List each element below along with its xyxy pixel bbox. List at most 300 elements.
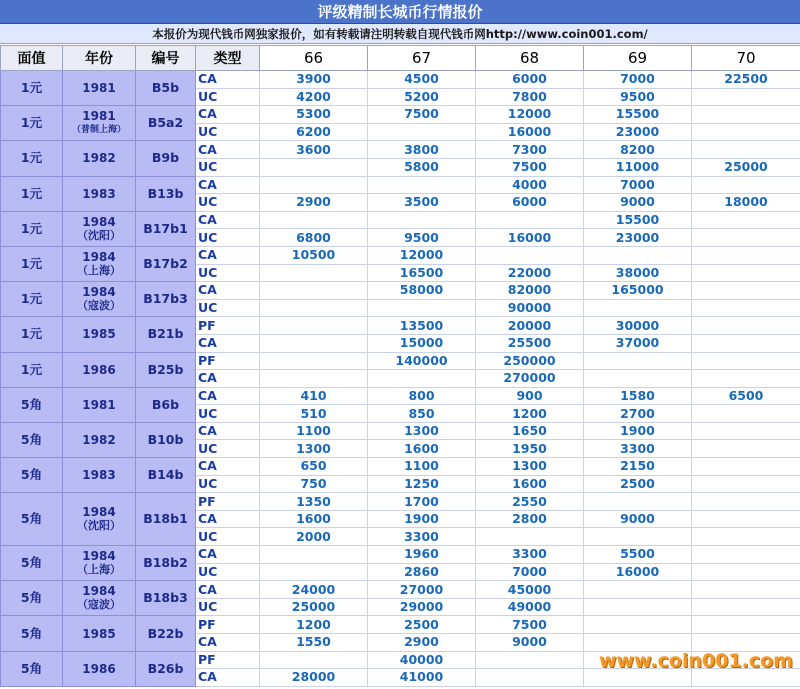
type-cell: CA [196, 510, 260, 528]
table-row [1, 458, 800, 476]
table-row [1, 546, 800, 564]
price-cell-grade-70 [692, 123, 800, 141]
price-cell-grade-70 [692, 493, 800, 511]
price-cell-grade-67: 2860 [368, 563, 476, 581]
catalog-code-cell: B10b [136, 422, 196, 457]
type-cell: CA [196, 634, 260, 652]
price-cell-grade-69 [584, 370, 692, 388]
year-cell [63, 651, 136, 686]
price-cell-grade-70 [692, 651, 800, 669]
price-cell-grade-66: 6200 [260, 123, 368, 141]
denomination-cell: 1元 [1, 282, 63, 317]
year-value: 1986 [82, 362, 116, 377]
header-year: 年份 [63, 46, 136, 71]
table-row [1, 282, 800, 300]
denomination-cell: 5角 [1, 387, 63, 422]
price-cell-grade-70: 6500 [692, 387, 800, 405]
price-cell-grade-68: 22000 [476, 264, 584, 282]
price-cell-grade-70 [692, 528, 800, 546]
price-cell-grade-67: 850 [368, 405, 476, 423]
price-cell-grade-66: 650 [260, 458, 368, 476]
price-cell-grade-70 [692, 141, 800, 159]
catalog-code-cell: B26b [136, 651, 196, 686]
catalog-code-cell: B5b [136, 71, 196, 106]
price-cell-grade-68: 1200 [476, 405, 584, 423]
price-cell-grade-70 [692, 669, 800, 687]
year-cell [63, 458, 136, 493]
price-cell-grade-70 [692, 334, 800, 352]
price-cell-grade-66: 4200 [260, 88, 368, 106]
table-row [1, 317, 800, 335]
denomination-cell: 1元 [1, 211, 63, 246]
price-cell-grade-70 [692, 246, 800, 264]
price-cell-grade-67: 1100 [368, 458, 476, 476]
type-cell: UC [196, 123, 260, 141]
price-cell-grade-70 [692, 598, 800, 616]
type-cell: PF [196, 616, 260, 634]
type-cell: PF [196, 352, 260, 370]
price-cell-grade-69: 16000 [584, 563, 692, 581]
year-cell [63, 246, 136, 281]
year-value: 1983 [82, 186, 116, 201]
price-cell-grade-66: 750 [260, 475, 368, 493]
price-cell-grade-67: 1900 [368, 510, 476, 528]
price-cell-grade-69 [584, 299, 692, 317]
type-cell: UC [196, 598, 260, 616]
price-cell-grade-69: 7000 [584, 176, 692, 194]
year-value: 1984 [82, 505, 116, 520]
year-value: 1984 [82, 584, 116, 599]
price-cell-grade-69: 3300 [584, 440, 692, 458]
price-cell-grade-66 [260, 176, 368, 194]
year-value: 1984 [82, 285, 116, 300]
price-cell-grade-67: 5200 [368, 88, 476, 106]
type-cell: UC [196, 229, 260, 247]
year-cell [63, 106, 136, 141]
price-cell-grade-68 [476, 246, 584, 264]
price-cell-grade-69: 23000 [584, 123, 692, 141]
year-cell [63, 546, 136, 581]
price-cell-grade-66 [260, 651, 368, 669]
price-cell-grade-66: 410 [260, 387, 368, 405]
denomination-cell: 1元 [1, 317, 63, 352]
price-cell-grade-66: 3600 [260, 141, 368, 159]
price-cell-grade-67 [368, 299, 476, 317]
price-cell-grade-67 [368, 211, 476, 229]
price-cell-grade-70: 25000 [692, 158, 800, 176]
price-cell-grade-68: 9000 [476, 634, 584, 652]
price-cell-grade-66: 3900 [260, 71, 368, 89]
catalog-code-cell: B13b [136, 176, 196, 211]
year-value: 1984 [82, 250, 116, 265]
year-cell [63, 176, 136, 211]
year-value: 1982 [82, 151, 116, 166]
price-cell-grade-66 [260, 158, 368, 176]
year-value: 1983 [82, 468, 116, 483]
catalog-code-cell: B18b2 [136, 546, 196, 581]
year-cell [63, 422, 136, 457]
price-cell-grade-70 [692, 616, 800, 634]
price-cell-grade-68: 49000 [476, 598, 584, 616]
table-row [1, 387, 800, 405]
year-value: 1982 [82, 432, 116, 447]
type-cell: UC [196, 194, 260, 212]
type-cell: UC [196, 264, 260, 282]
year-value: 1981 [82, 81, 116, 96]
price-cell-grade-67: 1300 [368, 422, 476, 440]
type-cell: UC [196, 299, 260, 317]
price-cell-grade-69 [584, 669, 692, 687]
header-grade-66: 66 [260, 46, 368, 71]
price-cell-grade-68 [476, 528, 584, 546]
type-cell: UC [196, 158, 260, 176]
price-cell-grade-66: 1300 [260, 440, 368, 458]
price-cell-grade-67: 140000 [368, 352, 476, 370]
price-cell-grade-69: 2700 [584, 405, 692, 423]
catalog-code-cell: B5a2 [136, 106, 196, 141]
price-cell-grade-69: 7000 [584, 71, 692, 89]
price-cell-grade-68: 7500 [476, 616, 584, 634]
price-cell-grade-70 [692, 229, 800, 247]
price-cell-grade-68: 7800 [476, 88, 584, 106]
catalog-code-cell: B25b [136, 352, 196, 387]
price-cell-grade-66 [260, 563, 368, 581]
price-cell-grade-68 [476, 211, 584, 229]
type-cell: UC [196, 528, 260, 546]
price-cell-grade-68: 4000 [476, 176, 584, 194]
price-cell-grade-67: 3500 [368, 194, 476, 212]
year-cell [63, 317, 136, 352]
year-value: 1981 [82, 397, 116, 412]
denomination-cell: 5角 [1, 458, 63, 493]
price-cell-grade-68: 270000 [476, 370, 584, 388]
price-cell-grade-70 [692, 475, 800, 493]
price-cell-grade-69: 38000 [584, 264, 692, 282]
price-cell-grade-69: 23000 [584, 229, 692, 247]
catalog-code-cell: B6b [136, 387, 196, 422]
price-cell-grade-70 [692, 299, 800, 317]
price-cell-grade-66: 510 [260, 405, 368, 423]
price-cell-grade-70 [692, 352, 800, 370]
price-cell-grade-69 [584, 581, 692, 599]
price-cell-grade-69 [584, 634, 692, 652]
type-cell: CA [196, 106, 260, 124]
table-row [1, 246, 800, 264]
price-cell-grade-68 [476, 669, 584, 687]
year-mint-note: （沈阳） [77, 228, 121, 242]
year-cell [63, 71, 136, 106]
price-cell-grade-68: 7000 [476, 563, 584, 581]
year-mint-note: （寇波） [77, 598, 121, 612]
type-cell: CA [196, 546, 260, 564]
table-row [1, 71, 800, 89]
catalog-code-cell: B17b3 [136, 282, 196, 317]
year-value: 1986 [82, 661, 116, 676]
price-cell-grade-69 [584, 246, 692, 264]
price-cell-grade-70: 18000 [692, 194, 800, 212]
price-cell-grade-67: 1600 [368, 440, 476, 458]
year-cell [63, 211, 136, 246]
type-cell: UC [196, 563, 260, 581]
price-cell-grade-69: 15500 [584, 106, 692, 124]
price-cell-grade-66 [260, 352, 368, 370]
year-cell [63, 493, 136, 546]
page-title: 评级精制长城币行情报价 [0, 0, 800, 24]
table-row [1, 493, 800, 511]
price-cell-grade-66: 10500 [260, 246, 368, 264]
price-cell-grade-69 [584, 528, 692, 546]
denomination-cell: 5角 [1, 616, 63, 651]
year-mint-note: （上海） [77, 264, 121, 278]
site-watermark: www.coin001.com [598, 650, 793, 672]
price-cell-grade-68: 900 [476, 387, 584, 405]
type-cell: CA [196, 211, 260, 229]
year-cell [63, 141, 136, 176]
header-grade-69: 69 [584, 46, 692, 71]
price-cell-grade-67: 7500 [368, 106, 476, 124]
price-cell-grade-67: 41000 [368, 669, 476, 687]
price-cell-grade-67: 3800 [368, 141, 476, 159]
price-cell-grade-68: 45000 [476, 581, 584, 599]
denomination-cell: 1元 [1, 176, 63, 211]
price-cell-grade-67: 9500 [368, 229, 476, 247]
year-cell [63, 387, 136, 422]
price-cell-grade-69: 165000 [584, 282, 692, 300]
price-cell-grade-68: 1650 [476, 422, 584, 440]
price-cell-grade-67: 800 [368, 387, 476, 405]
type-cell: CA [196, 581, 260, 599]
year-value: 1985 [82, 327, 116, 342]
table-row [1, 106, 800, 124]
type-cell: UC [196, 440, 260, 458]
price-cell-grade-70 [692, 370, 800, 388]
year-value: 1981 [82, 109, 116, 124]
price-cell-grade-68 [476, 651, 584, 669]
type-cell: UC [196, 405, 260, 423]
price-cell-grade-69: 1900 [584, 422, 692, 440]
price-cell-grade-68: 7500 [476, 158, 584, 176]
price-cell-grade-67: 29000 [368, 598, 476, 616]
price-cell-grade-67: 2500 [368, 616, 476, 634]
price-cell-grade-70: 22500 [692, 71, 800, 89]
type-cell: CA [196, 176, 260, 194]
price-cell-grade-69: 30000 [584, 317, 692, 335]
price-cell-grade-68: 6000 [476, 194, 584, 212]
price-cell-grade-67: 3300 [368, 528, 476, 546]
header-row [1, 46, 800, 71]
header-grade-68: 68 [476, 46, 584, 71]
year-mint-note: （寇波） [77, 299, 121, 313]
table-row [1, 176, 800, 194]
price-cell-grade-68: 1950 [476, 440, 584, 458]
price-cell-grade-70 [692, 581, 800, 599]
price-cell-grade-69 [584, 493, 692, 511]
price-cell-grade-66: 6800 [260, 229, 368, 247]
price-cell-grade-66: 5300 [260, 106, 368, 124]
year-mint-note: （普制上海） [71, 125, 126, 136]
table-row [1, 141, 800, 159]
table-row [1, 651, 800, 669]
price-cell-grade-67 [368, 176, 476, 194]
year-cell [63, 616, 136, 651]
price-cell-grade-66 [260, 264, 368, 282]
price-cell-grade-67: 15000 [368, 334, 476, 352]
price-cell-grade-66: 1200 [260, 616, 368, 634]
year-mint-note: （沈阳） [77, 519, 121, 533]
price-cell-grade-66 [260, 546, 368, 564]
denomination-cell: 1元 [1, 71, 63, 106]
price-cell-grade-70 [692, 458, 800, 476]
copyright-notice: 本报价为现代钱币网独家报价，如有转载请注明转载自现代钱币网http://www.coin001.com/ [0, 24, 800, 44]
denomination-cell: 1元 [1, 141, 63, 176]
price-cell-grade-67: 40000 [368, 651, 476, 669]
type-cell: CA [196, 669, 260, 687]
price-cell-grade-69: 1580 [584, 387, 692, 405]
price-cell-grade-67: 5800 [368, 158, 476, 176]
price-cell-grade-68: 16000 [476, 123, 584, 141]
catalog-code-cell: B21b [136, 317, 196, 352]
price-cell-grade-68: 12000 [476, 106, 584, 124]
price-cell-grade-67: 4500 [368, 71, 476, 89]
type-cell: CA [196, 141, 260, 159]
price-cell-grade-68: 25500 [476, 334, 584, 352]
price-cell-grade-69: 9000 [584, 510, 692, 528]
price-cell-grade-70 [692, 634, 800, 652]
price-cell-grade-66: 2000 [260, 528, 368, 546]
price-cell-grade-66 [260, 211, 368, 229]
year-value: 1984 [82, 549, 116, 564]
price-cell-grade-66 [260, 370, 368, 388]
header-grade-67: 67 [368, 46, 476, 71]
price-cell-grade-68: 3300 [476, 546, 584, 564]
price-cell-grade-69: 11000 [584, 158, 692, 176]
type-cell: CA [196, 422, 260, 440]
denomination-cell: 5角 [1, 651, 63, 686]
price-cell-grade-70 [692, 176, 800, 194]
price-cell-grade-68: 1300 [476, 458, 584, 476]
price-cell-grade-70 [692, 317, 800, 335]
type-cell: UC [196, 88, 260, 106]
price-cell-grade-66: 24000 [260, 581, 368, 599]
price-cell-grade-66: 2900 [260, 194, 368, 212]
price-cell-grade-66 [260, 334, 368, 352]
price-cell-grade-68: 2800 [476, 510, 584, 528]
price-cell-grade-69: 2150 [584, 458, 692, 476]
type-cell: CA [196, 387, 260, 405]
price-table-body [1, 71, 800, 687]
type-cell: CA [196, 334, 260, 352]
price-cell-grade-70 [692, 211, 800, 229]
type-cell: CA [196, 282, 260, 300]
price-cell-grade-70 [692, 282, 800, 300]
price-cell-grade-68: 82000 [476, 282, 584, 300]
price-table [0, 45, 800, 687]
price-cell-grade-66 [260, 299, 368, 317]
header-type: 类型 [196, 46, 260, 71]
price-cell-grade-69 [584, 598, 692, 616]
price-cell-grade-68: 90000 [476, 299, 584, 317]
denomination-cell: 5角 [1, 422, 63, 457]
catalog-code-cell: B18b3 [136, 581, 196, 616]
price-cell-grade-66: 1550 [260, 634, 368, 652]
price-cell-grade-70 [692, 106, 800, 124]
price-cell-grade-67: 2900 [368, 634, 476, 652]
type-cell: PF [196, 317, 260, 335]
price-cell-grade-70 [692, 510, 800, 528]
price-cell-grade-69 [584, 352, 692, 370]
catalog-code-cell: B17b1 [136, 211, 196, 246]
year-value: 1985 [82, 626, 116, 641]
table-row [1, 616, 800, 634]
price-cell-grade-70 [692, 440, 800, 458]
type-cell: CA [196, 71, 260, 89]
price-cell-grade-69: 8200 [584, 141, 692, 159]
price-cell-grade-67: 58000 [368, 282, 476, 300]
price-cell-grade-70 [692, 546, 800, 564]
price-cell-grade-66: 1350 [260, 493, 368, 511]
price-cell-grade-68: 1600 [476, 475, 584, 493]
price-cell-grade-69 [584, 651, 692, 669]
price-cell-grade-69: 9500 [584, 88, 692, 106]
price-cell-grade-70 [692, 563, 800, 581]
table-row [1, 422, 800, 440]
price-cell-grade-68: 16000 [476, 229, 584, 247]
table-row [1, 352, 800, 370]
year-cell [63, 352, 136, 387]
price-cell-grade-67: 1700 [368, 493, 476, 511]
year-cell [63, 581, 136, 616]
price-cell-grade-66: 25000 [260, 598, 368, 616]
price-cell-grade-66 [260, 282, 368, 300]
header-denomination: 面值 [1, 46, 63, 71]
denomination-cell: 1元 [1, 352, 63, 387]
catalog-code-cell: B9b [136, 141, 196, 176]
price-cell-grade-69: 9000 [584, 194, 692, 212]
price-cell-grade-67: 1250 [368, 475, 476, 493]
catalog-code-cell: B22b [136, 616, 196, 651]
price-cell-grade-68: 2550 [476, 493, 584, 511]
denomination-cell: 5角 [1, 581, 63, 616]
price-cell-grade-69: 5500 [584, 546, 692, 564]
type-cell: UC [196, 475, 260, 493]
price-cell-grade-66: 1600 [260, 510, 368, 528]
table-row [1, 211, 800, 229]
price-cell-grade-67 [368, 123, 476, 141]
price-cell-grade-69: 2500 [584, 475, 692, 493]
catalog-code-cell: B17b2 [136, 246, 196, 281]
year-cell [63, 282, 136, 317]
denomination-cell: 5角 [1, 546, 63, 581]
price-cell-grade-70 [692, 422, 800, 440]
price-cell-grade-67: 1960 [368, 546, 476, 564]
price-cell-grade-69: 37000 [584, 334, 692, 352]
price-cell-grade-70 [692, 88, 800, 106]
year-value: 1984 [82, 214, 116, 229]
price-cell-grade-68: 6000 [476, 71, 584, 89]
price-cell-grade-67 [368, 370, 476, 388]
denomination-cell: 1元 [1, 246, 63, 281]
price-cell-grade-67: 12000 [368, 246, 476, 264]
year-mint-note: （上海） [77, 563, 121, 577]
price-cell-grade-66: 28000 [260, 669, 368, 687]
type-cell: CA [196, 370, 260, 388]
price-cell-grade-68: 250000 [476, 352, 584, 370]
price-cell-grade-66: 1100 [260, 422, 368, 440]
type-cell: CA [196, 458, 260, 476]
price-cell-grade-70 [692, 264, 800, 282]
header-grade-70: 70 [692, 46, 800, 71]
price-cell-grade-67: 13500 [368, 317, 476, 335]
